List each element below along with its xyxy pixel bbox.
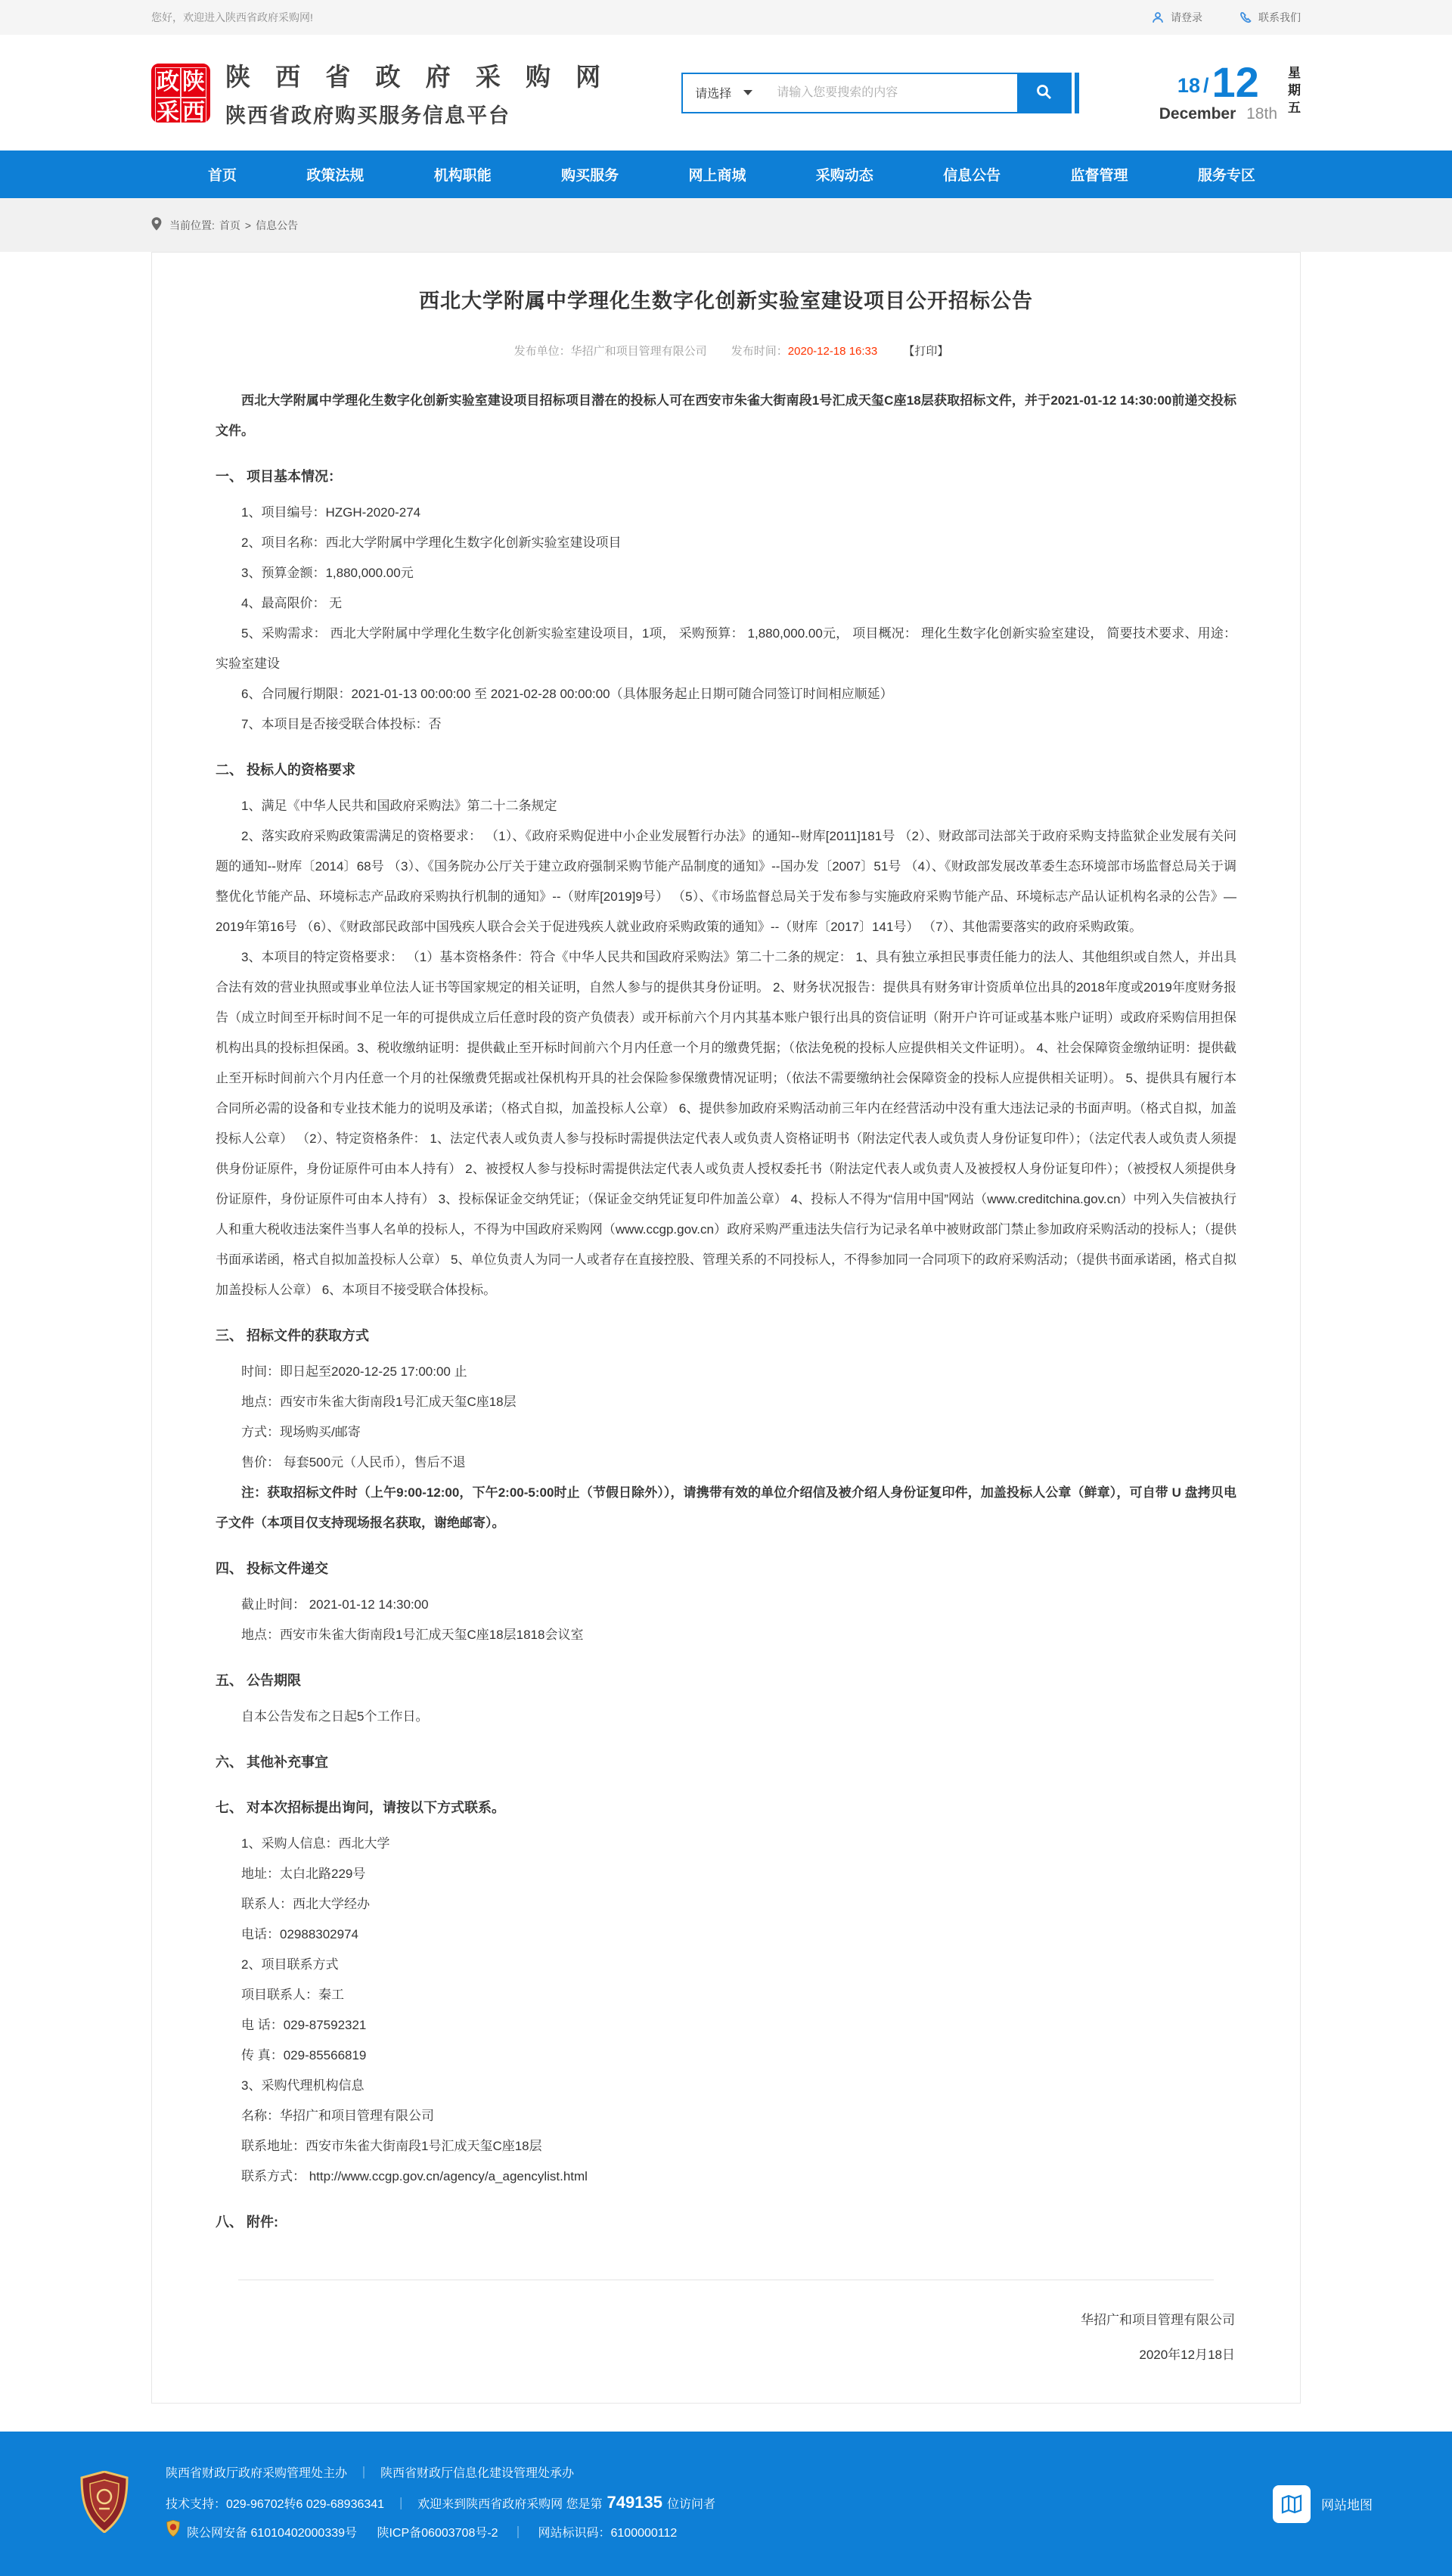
icp-number[interactable]: 陕ICP备06003708号-2 xyxy=(377,2527,498,2540)
footer-line-registration: 陕公网安备 61010402000339号 陕ICP备06003708号-2 ｜ 网站标识码：6100000112 xyxy=(166,2519,715,2548)
logo-seal-char: 西 xyxy=(181,98,206,128)
date-month: 12 xyxy=(1212,57,1259,106)
publish-time-label: 发布时间： xyxy=(731,345,788,358)
login-link[interactable]: 请登录 xyxy=(1151,10,1202,25)
date-day: 18 xyxy=(1177,73,1200,97)
breadcrumb-bar: 当前位置: 首页 > 信息公告 xyxy=(0,198,1452,252)
nav-item-0[interactable]: 首页 xyxy=(208,168,237,184)
section-heading: 四、 投标文件递交 xyxy=(216,1561,329,1576)
site-code: 网站标识码：6100000112 xyxy=(538,2527,678,2540)
search-button[interactable] xyxy=(1017,74,1070,112)
date-widget: 18 / 12 December 18th 星 期 五 xyxy=(1159,57,1301,123)
page-title: 西北大学附属中学理化生数字化创新实验室建设项目公开招标公告 xyxy=(419,290,1033,312)
section-heading: 六、 其他补充事宜 xyxy=(216,1755,329,1770)
article-paragraph: 电话：02988302974 xyxy=(241,1927,359,1941)
publish-meta xyxy=(216,343,1236,358)
article-paragraph: 1、满足《中华人民共和国政府采购法》第二十二条规定 xyxy=(241,799,557,813)
contact-link[interactable]: 联系我们 xyxy=(1239,10,1301,25)
date-month-name: December xyxy=(1159,104,1236,123)
article-paragraph: 方式：现场购买/邮寄 xyxy=(241,1425,361,1439)
police-badge-icon xyxy=(166,2519,181,2548)
location-pin-icon xyxy=(151,217,165,233)
announcement-card xyxy=(151,252,1301,2404)
article-paragraph: 联系方式： http://www.ccgp.gov.cn/agency/a_agencylist.html xyxy=(241,2169,588,2183)
print-button[interactable]: 【打印】 xyxy=(903,345,949,358)
article-paragraph: 自本公告发布之日起5个工作日。 xyxy=(241,1709,429,1724)
top-bar xyxy=(0,0,1452,35)
publisher-label: 发布单位： xyxy=(513,345,571,358)
nav-item-1[interactable]: 政策法规 xyxy=(306,168,365,184)
nav-item-4[interactable]: 网上商城 xyxy=(688,168,746,184)
article-paragraph: 项目联系人：秦工 xyxy=(241,1988,344,2002)
article-paragraph: 6、合同履行期限：2021-01-13 00:00:00 至 2021-02-28 00:00:00（具体服务起止日期可随合同签订时间相应顺延） xyxy=(241,687,893,701)
section-heading: 二、 投标人的资格要求 xyxy=(216,762,355,777)
search-icon xyxy=(1035,82,1053,103)
article-paragraph: 售价： 每套500元（人民币），售后不退 xyxy=(241,1455,466,1470)
signature-block xyxy=(216,2303,1236,2373)
article-paragraph: 时间：即日起至2020-12-25 17:00:00 止 xyxy=(241,1364,467,1379)
chevron-down-icon xyxy=(743,90,752,95)
article-paragraph: 地点：西安市朱雀大街南段1号汇成天玺C座18层1818会议室 xyxy=(241,1628,584,1642)
site-header xyxy=(0,35,1452,151)
article-paragraph: 5、采购需求： 西北大学附属中学理化生数字化创新实验室建设项目，1项， 采购预算： 1,880,000.00元， 项目概况： 理化生数字化创新实验室建设， 简要技术要求、用途：实验室建设 xyxy=(216,626,1236,671)
main-nav xyxy=(0,151,1452,198)
phone-icon xyxy=(1239,11,1252,24)
search-input[interactable] xyxy=(772,74,1017,112)
signature-date: 2020年12月18日 xyxy=(1139,2348,1235,2362)
footer-line-support: 技术支持：029-96702转6 029-68936341 ｜ 欢迎来到陕西省政府采购网 您是第 749135 位访问者 xyxy=(166,2493,715,2512)
section-heading: 八、 附件: xyxy=(216,2214,278,2230)
search-box xyxy=(681,73,1072,113)
article-paragraph: 1、项目编号：HZGH-2020-274 xyxy=(241,505,421,520)
sitemap-label: 网站地图 xyxy=(1321,2498,1373,2512)
breadcrumb-label: 当前位置: xyxy=(169,219,215,231)
site-footer xyxy=(0,2432,1452,2576)
breadcrumb-current: 信息公告 xyxy=(256,219,299,231)
sitemap-icon xyxy=(1273,2485,1311,2523)
nav-item-7[interactable]: 监督管理 xyxy=(1070,168,1128,184)
announcement-body xyxy=(216,386,1236,2237)
date-ordinal: 18th xyxy=(1246,104,1277,123)
nav-item-2[interactable]: 机构职能 xyxy=(433,168,492,184)
site-subtitle: 陕西省政府购买服务信息平台 xyxy=(225,104,510,127)
article-paragraph: 地址：太白北路229号 xyxy=(241,1867,366,1881)
breadcrumb-home[interactable]: 首页 xyxy=(219,219,240,231)
sitemap-button[interactable] xyxy=(1273,2485,1373,2523)
site-title: 陕 西 省 政 府 采 购 网 xyxy=(225,62,610,91)
visit-counter: 749135 xyxy=(607,2493,662,2512)
article-paragraph: 注：获取招标文件时（上午9:00-12:00，下午2:00-5:00时止（节假日除外）），请携带有效的单位介绍信及被介绍人身份证复印件，加盖投标人公章（鲜章），可自带 U 盘拷贝电子文件（本项目仅支持现场报名获取，谢绝邮寄）。 xyxy=(216,1485,1236,1530)
article-paragraph: 3、预算金额：1,880,000.00元 xyxy=(241,566,414,580)
welcome-text: 您好，欢迎进入陕西省政府采购网! xyxy=(151,11,313,23)
article-paragraph: 联系地址：西安市朱雀大街南段1号汇成天玺C座18层 xyxy=(241,2139,542,2153)
article-paragraph: 2、项目名称：西北大学附属中学理化生数字化创新实验室建设项目 xyxy=(241,535,622,550)
section-heading: 一、 项目基本情况： xyxy=(216,469,343,484)
footer-line-organizer: 陕西省财政厅政府采购管理处主办 ｜ 陕西省财政厅信息化建设管理处承办 xyxy=(166,2467,575,2480)
article-paragraph: 2、落实政府采购政策需满足的资格要求： （1）、《政府采购促进中小企业发展暂行办法》的通知--财库[2011]181号 （2）、财政部司法部关于政府采购支持监狱企业发展有关问题的通知--财库〔2014〕68号 （3）、《国务院办公厅关于建立政府强制采购节能产品制度的通知》--国办发〔2007〕51号 （4）、《财政部发展改革委生态环境部市场监督总局关于调整优化节能产品、环境标志产品政府采购执行机制的通知》--（财库[2019]9号） （5）、《市场监督总局关于发布参与实施政府采购节能产品、环境标志产品认证机构名录的公告》—2019年第16号 （6）、《财政部民政部中国残疾人联合会关于促进残疾人就业政府采购政策的通知》--（财库〔2017〕141号） （7）、其他需要落实的政府采购政策。 xyxy=(216,829,1236,934)
nav-item-6[interactable]: 信息公告 xyxy=(943,168,1001,184)
article-paragraph: 1、采购人信息：西北大学 xyxy=(241,1836,390,1851)
article-paragraph: 地点：西安市朱雀大街南段1号汇成天玺C座18层 xyxy=(241,1395,517,1409)
article-paragraph: 2、项目联系方式 xyxy=(241,1957,339,1972)
logo-seal-char: 采 xyxy=(155,98,181,128)
publish-time: 2020-12-18 16:33 xyxy=(787,345,878,358)
nav-item-5[interactable]: 采购动态 xyxy=(815,168,873,184)
site-logo xyxy=(151,64,210,123)
article-paragraph: 名称：华招广和项目管理有限公司 xyxy=(241,2109,434,2123)
user-icon xyxy=(1151,11,1165,24)
gongan-number[interactable]: 陕公网安备 61010402000339号 xyxy=(187,2527,358,2540)
article-paragraph: 4、最高限价： 无 xyxy=(241,596,343,610)
article-paragraph: 电 话：029-87592321 xyxy=(241,2018,367,2032)
search-category-select[interactable]: 请选择 xyxy=(683,74,772,112)
section-heading: 三、 招标文件的获取方式 xyxy=(216,1328,369,1343)
date-weekday: 星 期 五 xyxy=(1288,65,1301,115)
article-paragraph: 截止时间： 2021-01-12 14:30:00 xyxy=(241,1597,429,1612)
article-paragraph: 联系人：西北大学经办 xyxy=(241,1897,370,1911)
government-shield-badge xyxy=(79,2471,129,2537)
nav-item-3[interactable]: 购买服务 xyxy=(561,168,619,184)
logo-seal-char: 政 xyxy=(155,67,181,98)
article-paragraph: 7、本项目是否接受联合体投标：否 xyxy=(241,717,442,731)
article-paragraph: 3、采购代理机构信息 xyxy=(241,2078,365,2093)
publisher-name: 华招广和项目管理有限公司 xyxy=(570,345,707,358)
article-paragraph: 西北大学附属中学理化生数字化创新实验室建设项目招标项目潜在的投标人可在西安市朱雀大街南段1号汇成天玺C座18层获取招标文件，并于2021-01-12 14:30:00前递交投标文件。 xyxy=(216,393,1236,438)
signature-company: 华招广和项目管理有限公司 xyxy=(1081,2313,1235,2327)
logo-seal-char: 陕 xyxy=(181,67,206,98)
article-paragraph: 传 真：029-85566819 xyxy=(241,2048,367,2062)
section-heading: 五、 公告期限 xyxy=(216,1673,302,1688)
section-heading: 七、 对本次招标提出询问，请按以下方式联系。 xyxy=(216,1800,505,1815)
article-paragraph: 3、本项目的特定资格要求： （1）基本资格条件：符合《中华人民共和国政府采购法》第二十二条的规定： 1、具有独立承担民事责任能力的法人、其他组织或自然人，并出具合法有效的营业执照或事业单位法人证书等国家规定的相关证明，自然人参与的提供其身份证明。 2、财务状况报告：提供具有财务审计资质单位出具的2018年度或2019年度财务报告（成立时间至开标时间不足一年的可提供成立后任意时段的资产负债表）或开标前六个月内其基本账户银行出具的资信证明（附开户许可证或基本账户证明）或政府采购信用担保机构出具的投标担保函。3、税收缴纳证明：提供截止至开标时间前六个月内任意一个月的缴费凭据；（依法免税的投标人应提供相关文件证明）。 4、社会保障资金缴纳证明：提供截止至开标时间前六个月内任意一个月的社保缴费凭据或社保机构开具的社会保险参保缴费情况证明；（依法不需要缴纳社会保障资金的投标人应提供相关证明）。 5、提供具有履行本合同所必需的设备和专业技术能力的说明及承诺；（格式自拟，加盖投标人公章） 6、提供参加政府采购活动前三年内在经营活动中没有重大违法记录的书面声明。（格式自拟，加盖投标人公章） （2）、特定资格条件： 1、法定代表人或负责人参与投标时需提供法定代表人或负责人资格证明书（附法定代表人或负责人身份证复印件）；（法定代表人或负责人须提供身份证原件，身份证原件可由本人持有） 2、被授权人参与投标时需提供法定代表人或负责人授权委托书（附法定代表人或负责人及被授权人身份证复印件）；（被授权人须提供身份证原件，身份证原件可由本人持有） 3、投标保证金交纳凭证；（保证金交纳凭证复印件加盖公章） 4、投标人不得为“信用中国”网站（www.creditchina.gov.cn）中列入失信被执行人和重大税收违法案件当事人名单的投标人，不得为中国政府采购网（www.ccgp.gov.cn）政府采购严重违法失信行为记录名单中被财政部门禁止参加政府采购活动的投标人；（提供书面承诺函，格式自拟加盖投标人公章） 5、单位负责人为同一人或者存在直接控股、管理关系的不同投标人，不得参加同一合同项下的政府采购活动；（提供书面承诺函，格式自拟加盖投标人公章） 6、本项目不接受联合体投标。 xyxy=(216,950,1236,1297)
nav-item-8[interactable]: 服务专区 xyxy=(1197,168,1255,184)
